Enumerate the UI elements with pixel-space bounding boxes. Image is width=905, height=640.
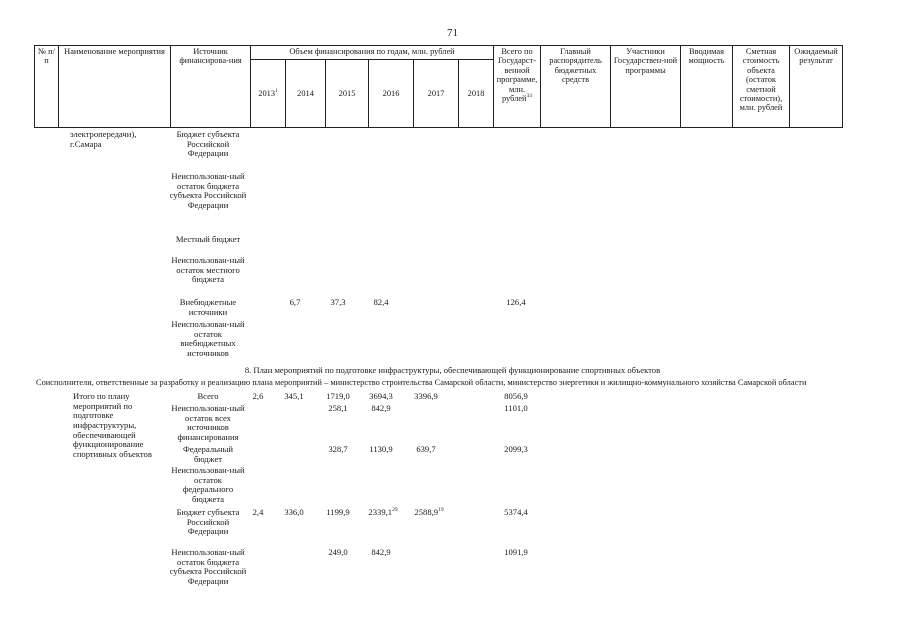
value-2016: 2339,1$^{29}$ <box>368 507 398 517</box>
source-total: Всего <box>197 391 219 401</box>
source-unused-local: Неиспользован-ный остаток местного бюджета <box>171 255 245 285</box>
header-activity-name: Наименование мероприятия <box>59 46 171 128</box>
header-year-2018: 2018 <box>459 60 494 128</box>
header-year-2014: 2014 <box>286 60 326 128</box>
source-unused-regional: Неиспользован-ный остаток бюджета субъекта Российской Федерации <box>169 171 247 210</box>
source-unused-offbudget: Неиспользован-ный остаток внебюджетных источников <box>171 319 245 358</box>
source-unused-federal: Неиспользован-ный остаток федерального бюджета <box>171 465 245 504</box>
header-capacity: Вводимая мощность <box>681 46 733 128</box>
value-2016: 842,9 <box>371 403 391 413</box>
source-offbudget: Внебюджетные источники <box>179 297 237 317</box>
value-2014: 336,0 <box>284 507 304 517</box>
section-title: 8. План мероприятий по подготовке инфраструктуры, обеспечивающей функционирование спортивных объектов <box>244 365 661 375</box>
value-2014: 6,7 <box>289 297 301 307</box>
value-2017: 639,7 <box>416 444 436 454</box>
value-2015: 328,7 <box>328 444 348 454</box>
header-year-2013: 2013$^1$ <box>251 60 286 128</box>
value-2015: 258,1 <box>328 403 348 413</box>
header-estimated-cost: Сметная стоимость объекта (остаток сметной стоимости), млн. рублей <box>733 46 790 128</box>
value-2016: 1130,9 <box>369 444 393 454</box>
value-total: 126,4 <box>506 297 526 307</box>
value-total: 1101,0 <box>504 403 528 413</box>
header-funding-volume: Объем финансирования по годам, млн. рублей <box>251 46 494 60</box>
header-expected-result: Ожидаемый результат <box>790 46 843 128</box>
value-total: 2099,3 <box>504 444 528 454</box>
value-2015: 249,0 <box>328 547 348 557</box>
header-funding-source: Источник финансирова-ния <box>171 46 251 128</box>
source-federal-budget: Федеральный бюджет <box>182 444 234 464</box>
value-2016: 3694,3 <box>369 391 393 401</box>
source-local-budget: Местный бюджет <box>175 234 241 244</box>
header-year-2015: 2015 <box>326 60 369 128</box>
value-2017: 2588,9$^{19}$ <box>414 507 444 517</box>
header-program-total: Всего по Государст-венной программе, млн. рублей$^{33}$ <box>494 46 541 128</box>
value-total: 5374,4 <box>504 507 528 517</box>
page-number: 71 <box>447 27 458 39</box>
header-number: № п/п <box>35 46 59 128</box>
header-year-2016: 2016 <box>369 60 414 128</box>
section-executors: Соисполнители, ответственные за разработку и реализацию плана мероприятий – министерство строительства Самарской области, министерство энергетики и жилищно-коммунального хозяйства Самарской области <box>36 378 807 387</box>
source-unused-all: Неиспользован-ный остаток всех источников финансирования <box>171 403 245 442</box>
source-regional-budget: Бюджет субъекта Российской Федерации <box>176 129 240 159</box>
value-total: 8056,9 <box>504 391 528 401</box>
header-participants: Участники Государствен-ной программы <box>611 46 681 128</box>
source-regional-budget: Бюджет субъекта Российской Федерации <box>176 507 240 537</box>
table-header <box>34 45 843 128</box>
value-2014: 345,1 <box>284 391 304 401</box>
activity-name-cell: Итого по плану мероприятий по подготовке инфраструктуры, обеспечивающей функционирование спортивных объектов <box>73 391 152 459</box>
value-2013: 2,6 <box>252 391 264 401</box>
value-2016: 82,4 <box>373 297 389 307</box>
value-2017: 3396,9 <box>414 391 438 401</box>
source-unused-regional: Неиспользован-ный остаток бюджета субъекта Российской Федерации <box>169 547 247 586</box>
value-2013: 2,4 <box>252 507 264 517</box>
value-2015: 1719,0 <box>326 391 350 401</box>
value-total: 1091,9 <box>504 547 528 557</box>
header-main-administrator: Главный распорядитель бюджетных средств <box>541 46 611 128</box>
header-year-2017: 2017 <box>414 60 459 128</box>
activity-name-cell: электропередачи), г.Самара <box>70 129 137 149</box>
value-2016: 842,9 <box>371 547 391 557</box>
value-2015: 37,3 <box>330 297 346 307</box>
value-2015: 1199,9 <box>326 507 350 517</box>
